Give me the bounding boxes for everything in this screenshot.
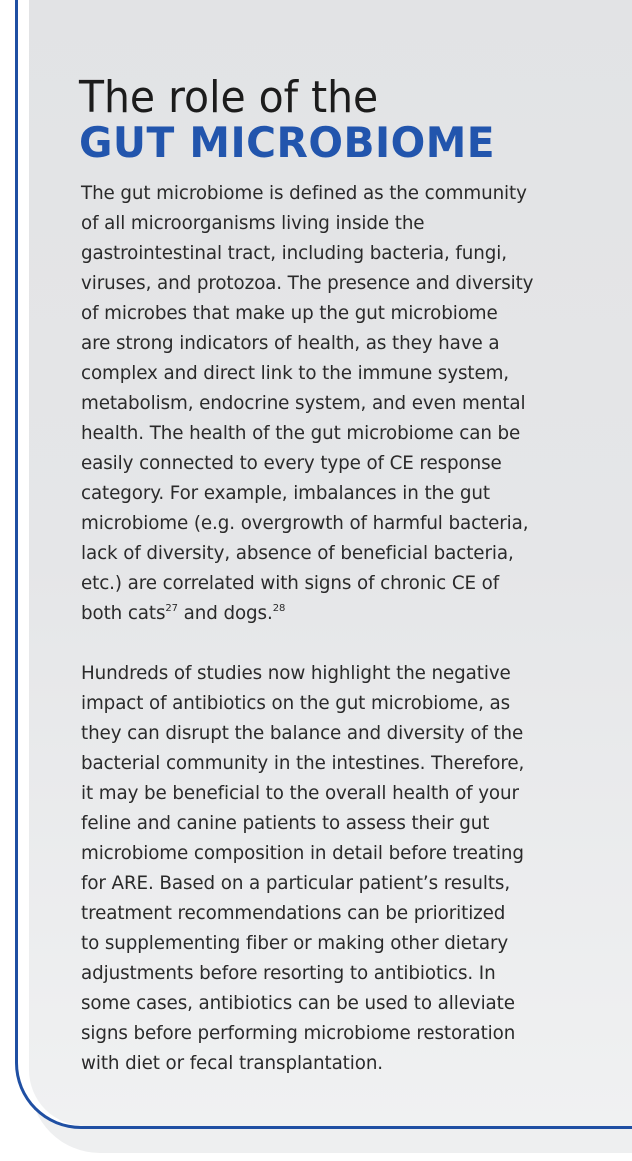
title-line-1: The role of the (79, 72, 379, 123)
text-line: lack of diversity, absence of beneficial bacteria, (81, 543, 514, 564)
title-line-2: GUT MICROBIOME (79, 118, 496, 167)
text-line: gastrointestinal tract, including bacteria, fungi, (81, 243, 507, 264)
paragraph-1 (81, 179, 601, 629)
text-line: adjustments before resorting to antibiotics. In (81, 963, 496, 984)
text-line: viruses, and protozoa. The presence and diversity (81, 273, 534, 294)
citation-28: 28 (272, 603, 286, 614)
text-line: of microbes that make up the gut microbiome (81, 303, 498, 324)
text-line: metabolism, endocrine system, and even mental (81, 393, 526, 414)
text-line: easily connected to every type of CE response (81, 453, 502, 474)
text-line: for ARE. Based on a particular patient’s results, (81, 873, 511, 894)
text-line: some cases, antibiotics can be used to alleviate (81, 993, 515, 1014)
text-line (81, 599, 601, 629)
text-line: feline and canine patients to assess their gut (81, 813, 490, 834)
text-line: The gut microbiome is defined as the community (81, 183, 527, 204)
text-line: health. The health of the gut microbiome can be (81, 423, 521, 444)
text-line: with diet or fecal transplantation. (81, 1053, 384, 1074)
text-fragment: both cats (81, 603, 166, 624)
text-line: of all microorganisms living inside the (81, 213, 425, 234)
text-line: microbiome composition in detail before treating (81, 843, 524, 864)
citation-27: 27 (165, 603, 178, 614)
text-line: etc.) are correlated with signs of chronic CE of (81, 573, 500, 594)
text-line: it may be beneficial to the overall health of your (81, 783, 519, 804)
text-line: Hundreds of studies now highlight the negative (81, 663, 511, 684)
text-line: microbiome (e.g. overgrowth of harmful bacteria, (81, 513, 529, 534)
text-line: category. For example, imbalances in the gut (81, 483, 490, 504)
text-line: to supplementing fiber or making other dietary (81, 933, 509, 954)
text-line: bacterial community in the intestines. Therefore, (81, 753, 525, 774)
text-line: they can disrupt the balance and diversity of the (81, 723, 524, 744)
text-line: are strong indicators of health, as they have a (81, 333, 500, 354)
text-fragment: and dogs. (177, 603, 273, 624)
text-line: complex and direct link to the immune system, (81, 363, 510, 384)
text-line: signs before performing microbiome restoration (81, 1023, 516, 1044)
text-line: impact of antibiotics on the gut microbiome, as (81, 693, 511, 714)
text-line: treatment recommendations can be prioritized (81, 903, 506, 924)
paragraph-2 (81, 659, 601, 1079)
